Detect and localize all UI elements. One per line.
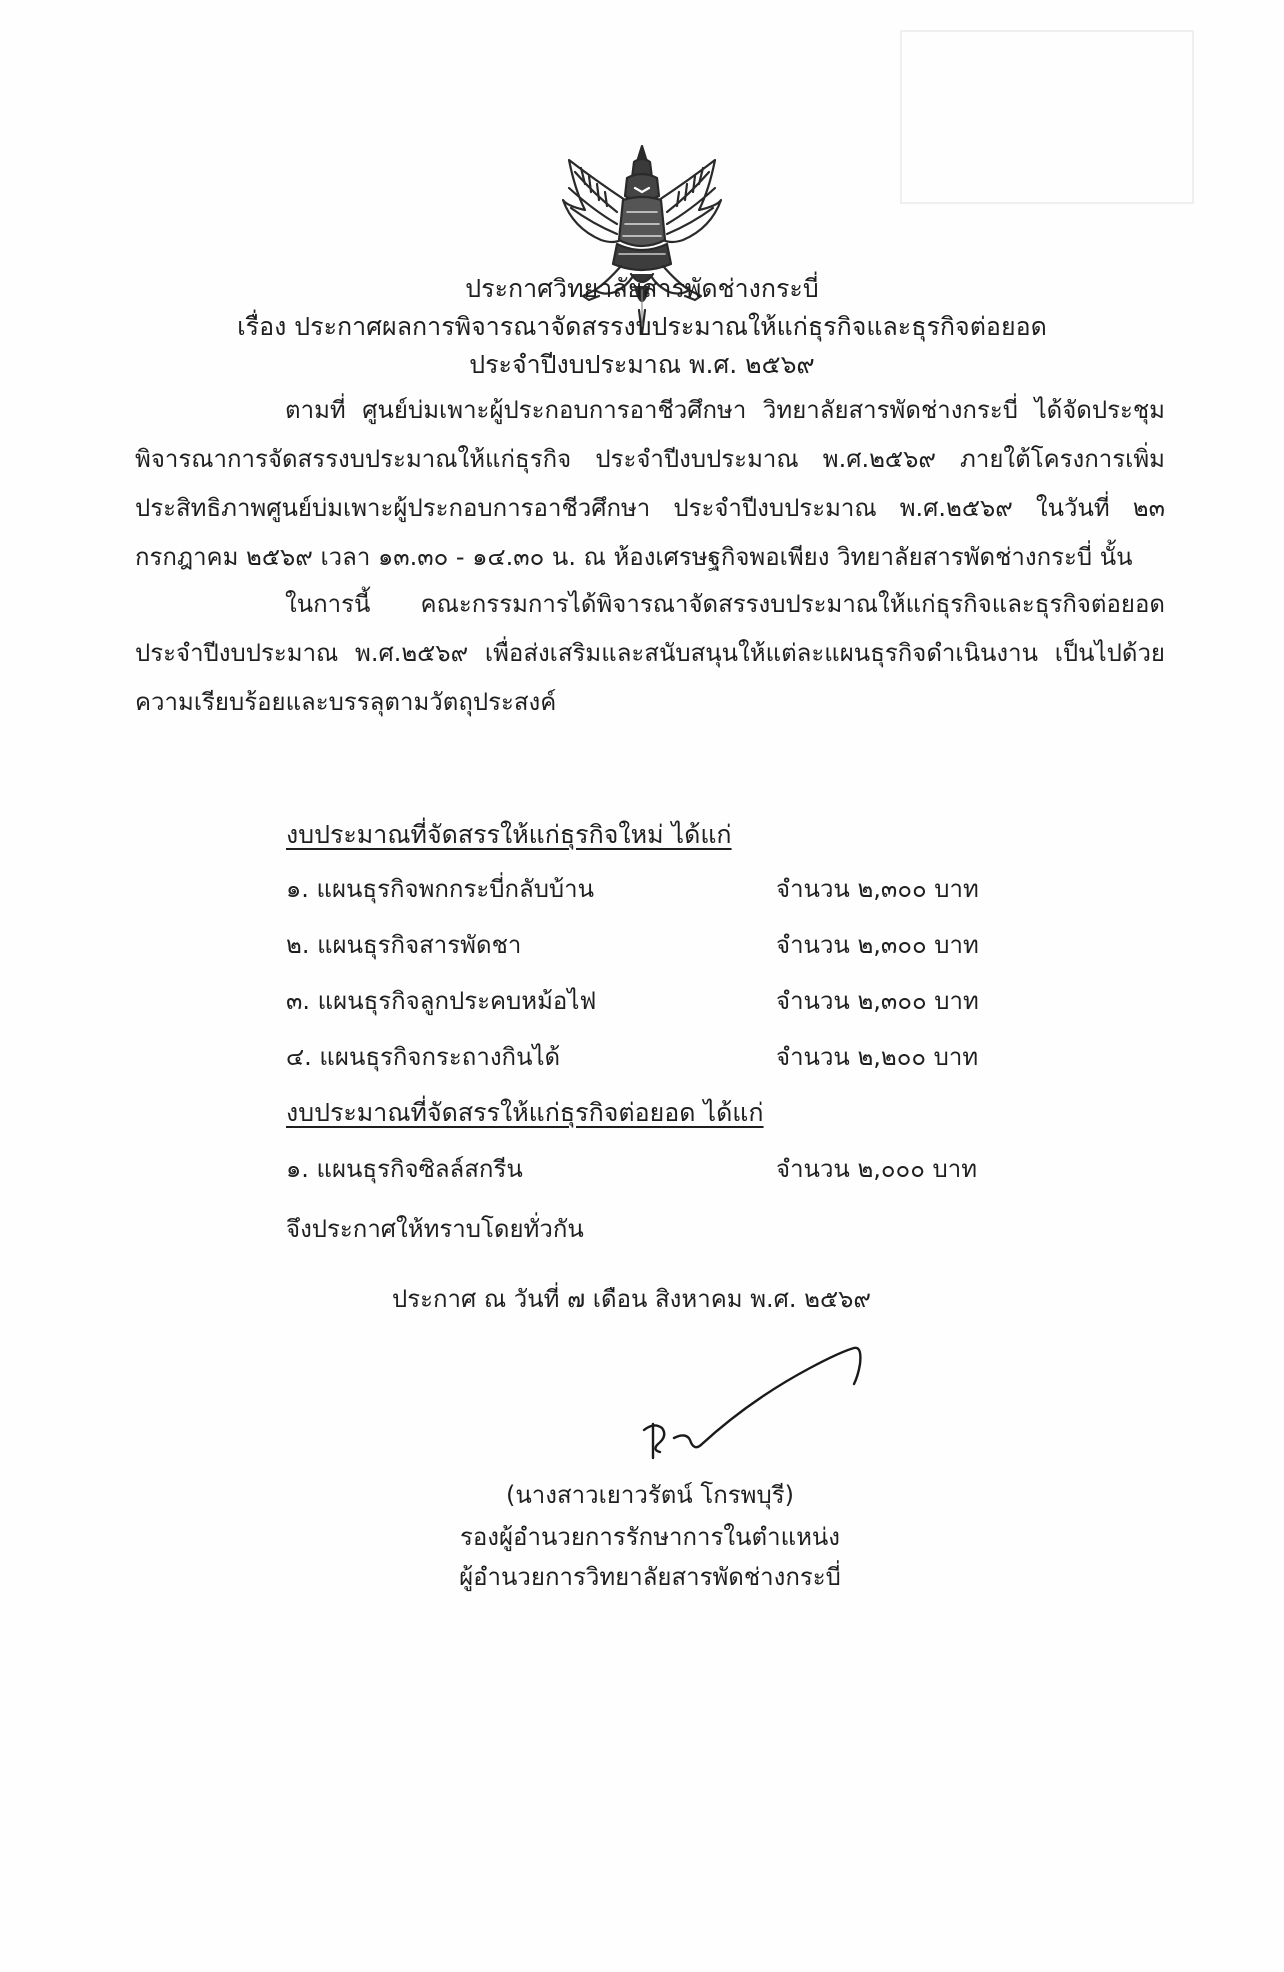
item-amount: จำนวน ๒,๓๐๐ บาท xyxy=(776,987,979,1015)
item-amount: จำนวน ๒,๐๐๐ บาท xyxy=(776,1155,978,1183)
new-business-item xyxy=(286,928,986,962)
extension-business-item xyxy=(286,1152,986,1186)
paragraph-1 xyxy=(135,386,1165,582)
new-business-item xyxy=(286,1040,986,1074)
bleed-through-box xyxy=(900,30,1194,204)
item-name: ๓. แผนธุรกิจลูกประคบหม้อไฟ xyxy=(286,987,597,1015)
signatory-position-line-1: รองผู้อำนวยการรักษาการในตำแหน่ง xyxy=(459,1523,841,1551)
item-amount: จำนวน ๒,๓๐๐ บาท xyxy=(776,931,979,959)
new-business-item xyxy=(286,984,986,1018)
item-name: ๒. แผนธุรกิจสารพัดชา xyxy=(286,931,522,959)
subject-line: เรื่อง ประกาศผลการพิจารณาจัดสรรงบประมาณให้แก่ธุรกิจและธุรกิจต่อยอด xyxy=(237,312,1047,341)
signatory-name: (นางสาวเยาวรัตน์ โกรพบุรี) xyxy=(506,1481,794,1509)
announcement-date: ประกาศ ณ วันที่ ๗ เดือน สิงหาคม พ.ศ. ๒๕๖๙ xyxy=(392,1285,871,1313)
paragraph-1-text: ตามที่ ศูนย์บ่มเพาะผู้ประกอบการอาชีวศึกษา วิทยาลัยสารพัดช่างกระบี่ ได้จัดประชุมพิจารณาการจัดสรรงบประมาณให้แก่ธุรกิจ ประจำปีงบประมาณ พ.ศ.๒๕๖๙ ภายใต้โครงการเพิ่มประสิทธิภาพศูนย์บ่มเพาะผู้ประกอบการอาชีวศึกษา ประจำปีงบประมาณ พ.ศ.๒๕๖๙ ในวันที่ ๒๓ กรกฎาคม ๒๕๖๙ เวลา ๑๓.๓๐ - ๑๔.๓๐ น. ณ ห้องเศรษฐกิจพอเพียง วิทยาลัยสารพัดช่างกระบี่ นั้น xyxy=(135,396,1165,571)
item-name: ๑. แผนธุรกิจพกกระบี่กลับบ้าน xyxy=(286,875,595,903)
extension-business-heading: งบประมาณที่จัดสรรให้แก่ธุรกิจต่อยอด ได้แก่ xyxy=(286,1098,764,1127)
handwritten-signature-icon xyxy=(640,1340,870,1470)
fiscal-year-line: ประจำปีงบประมาณ พ.ศ. ๒๕๖๙ xyxy=(469,350,815,379)
paragraph-2 xyxy=(135,580,1165,727)
new-business-heading: งบประมาณที่จัดสรรให้แก่ธุรกิจใหม่ ได้แก่ xyxy=(286,820,732,849)
new-business-item xyxy=(286,872,986,906)
item-name: ๔. แผนธุรกิจกระถางกินได้ xyxy=(286,1043,561,1071)
issuer-title: ประกาศวิทยาลัยสารพัดช่างกระบี่ xyxy=(465,274,819,303)
paragraph-2-text: ในการนี้ คณะกรรมการได้พิจารณาจัดสรรงบประมาณให้แก่ธุรกิจและธุรกิจต่อยอดประจำปีงบประมาณ พ.ศ.๒๕๖๙ เพื่อส่งเสริมและสนับสนุนให้แต่ละแผนธุรกิจดำเนินงาน เป็นไปด้วยความเรียบร้อยและบรรลุตามวัตถุประสงค์ xyxy=(135,590,1165,716)
item-amount: จำนวน ๒,๓๐๐ บาท xyxy=(776,875,979,903)
item-amount: จำนวน ๒,๒๐๐ บาท xyxy=(776,1043,979,1071)
signatory-position-line-2: ผู้อำนวยการวิทยาลัยสารพัดช่างกระบี่ xyxy=(459,1563,841,1591)
item-name: ๑. แผนธุรกิจซิลล์สกรีน xyxy=(286,1155,523,1183)
closing-statement: จึงประกาศให้ทราบโดยทั่วกัน xyxy=(286,1215,584,1243)
